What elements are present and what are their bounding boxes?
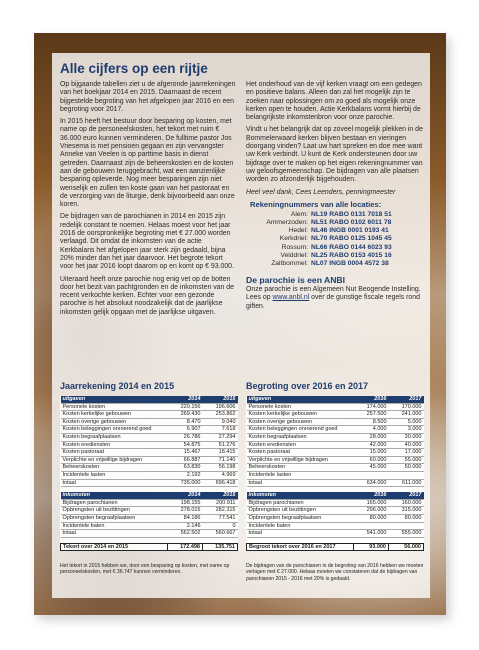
paragraph: Het onderhoud van de vijf kerken vraagt om een gedegen en positieve balans. Alleen dan zal het mogelijk zijn te zoeken naar oplossingen om zo goed als mogelijk onze kerken open te houden. Actie Kerkbalans vormt hierbij de belangrijkste inkomstenbron voor onze parochie. <box>246 81 422 122</box>
account-place: Rossum: <box>281 243 308 251</box>
table-row <box>61 507 238 515</box>
paragraph: Vindt u het belangrijk dat op zoveel mogelijk plekken in de Bommelerwaard kerken blijven bestaan en vieringen doorgang vinden? Laat uw hart spreken en doe mee want uw Kerk verbindt. U kunt de Kerk ondersteunen door uw bijdrage over te maken op het eigen rekeningnummer van uw geloofsgemeenschap. De bijdragen van alle plaatsen worden zo afzonderlijk bijgehouden. <box>246 126 423 184</box>
row-value: 315.000 <box>389 507 424 515</box>
account-place: Zaltbommel: <box>271 259 308 267</box>
row-value: 5.000 <box>389 418 424 426</box>
row-label: Opbrengsten begraafplaatsen <box>247 514 354 522</box>
account-iban: NL51 RABO 0102 6011 78 <box>311 219 392 227</box>
row-value: 135.751 <box>203 543 238 551</box>
account-row <box>246 211 424 219</box>
table-row <box>247 456 424 464</box>
row-value: 4.000 <box>354 426 389 434</box>
row-label: Kosten beleggingen onroerend goed <box>61 426 168 434</box>
signature: Heel veel dank, Cees Leenders, penningmeester <box>246 188 396 196</box>
row-value: 8.470 <box>168 418 203 426</box>
row-label: Verplichte en vrijwillige bijdragen <box>247 456 354 464</box>
row-value: 160.000 <box>389 499 424 507</box>
anbi-text-before: Onze parochie is een Algemeen Nut Beogende Instelling. Lees op <box>246 286 421 302</box>
begroting-table <box>246 396 424 551</box>
row-value: 634.000 <box>354 479 389 487</box>
right-column <box>246 81 424 315</box>
row-value: 18.415 <box>203 449 238 457</box>
row-label: Bijdragen parochianen <box>61 499 168 507</box>
row-value: 30.000 <box>389 433 424 441</box>
table-row <box>61 456 238 464</box>
row-value: 2.192 <box>168 471 203 479</box>
row-value: 77.541 <box>203 514 238 522</box>
row-label: uitgaven <box>61 396 168 403</box>
row-value: 174.000 <box>354 403 389 411</box>
table-row <box>61 471 238 479</box>
row-value: 560.667 <box>203 530 238 538</box>
row-value: 93.000 <box>354 543 389 551</box>
row-label: Kosten overige gebouwen <box>247 418 354 426</box>
total-row <box>61 530 238 538</box>
row-label: totaal <box>61 530 168 538</box>
table-row <box>247 514 424 522</box>
jaarrekening-heading: Jaarrekening 2014 en 2015 <box>60 381 175 391</box>
table-row <box>247 418 424 426</box>
table-row <box>61 426 238 434</box>
account-place: Velddriel: <box>280 251 308 259</box>
accounts-table <box>246 211 424 268</box>
account-row <box>246 227 424 235</box>
row-value: 170.000 <box>389 403 424 411</box>
table-header-row <box>61 492 238 499</box>
row-value: 84.186 <box>168 514 203 522</box>
row-value: 56.198 <box>203 464 238 472</box>
row-label: inkomsten <box>247 492 354 499</box>
account-place: Ammerzoden: <box>266 219 308 227</box>
table-row <box>247 433 424 441</box>
row-value: 198.155 <box>168 499 203 507</box>
row-label: Kosten erediensten <box>61 441 168 449</box>
row-value <box>354 471 389 479</box>
row-label: Verplichte en vrijwillige bijdragen <box>61 456 168 464</box>
row-value: 26.786 <box>168 433 203 441</box>
row-value: 253.862 <box>203 411 238 419</box>
table-row <box>247 507 424 515</box>
table-row <box>247 403 424 411</box>
row-value: 55.000 <box>389 456 424 464</box>
row-value: 60.000 <box>354 456 389 464</box>
row-value: 541.000 <box>354 530 389 538</box>
row-value: 735.000 <box>168 479 203 487</box>
row-label: totaal <box>247 530 354 538</box>
anbi-text-after: over de gunstige fiscale regels rond giften. <box>246 294 420 310</box>
account-iban: NL19 RABO 0131 7018 51 <box>311 211 392 219</box>
paragraph: Uiteraard heeft onze parochie nog enig vet op de botten door het bezit van pachtgronden en de inkomsten van de recent verkochte kerken. Echter voor een gezonde parochie is het absoluut noodzakelijk dat de jaarlijkse inkomsten gelijk opgaan met de jaarlijkse uitgaven. <box>60 275 234 316</box>
row-label: Kosten begraafplaatsen <box>247 433 354 441</box>
row-label: Opbrengsten uit bezittingen <box>247 507 354 515</box>
paragraph: De bijdragen van de parochianen in 2014 en 2015 zijn redelijk constant te noemen. Helaas moest voor het jaar 2016 de oorspronkelijke begroting met € 27.000 worden verlaagd. Dit omdat de inkomsten van de actie Kerkbalans het afgelopen jaar sterk zijn gedaald, bijna 20% minder dan het jaar daarvoor. Het begrote tekort voor het jaar 2016 loopt daarom op en komt op € 93.000. <box>60 213 234 271</box>
row-value: 27.294 <box>203 433 238 441</box>
anbi-link[interactable]: www.anbl.nl <box>272 294 310 302</box>
row-value <box>389 471 424 479</box>
row-value: 4.969 <box>203 471 238 479</box>
row-label: Kosten kerkelijke gebouwen <box>61 411 168 419</box>
row-value: 9.040 <box>203 418 238 426</box>
account-row <box>246 219 424 227</box>
row-value: 45.000 <box>354 464 389 472</box>
row-value <box>389 522 424 530</box>
row-label: Personele kosten <box>247 403 354 411</box>
row-label: Tekort over 2014 en 2015 <box>61 543 168 551</box>
row-value <box>354 522 389 530</box>
row-value: 7.618 <box>203 426 238 434</box>
table-row <box>247 499 424 507</box>
row-value: 42.000 <box>354 441 389 449</box>
row-value: 2016 <box>354 492 389 499</box>
row-value: 696.418 <box>203 479 238 487</box>
row-value: 63.830 <box>168 464 203 472</box>
account-iban: NL70 RABO 0125 1045 45 <box>311 235 392 243</box>
row-value: 196.606 <box>203 403 238 411</box>
row-value: 8.500 <box>354 418 389 426</box>
newsletter-page <box>34 33 446 615</box>
row-label: Incidentele lasten <box>247 471 354 479</box>
row-label: Begroot tekort over 2016 en 2017 <box>247 543 354 551</box>
row-value: 269.430 <box>168 411 203 419</box>
row-value: 56.000 <box>389 543 424 551</box>
row-value: 278.015 <box>168 507 203 515</box>
row-value: 562.502 <box>168 530 203 538</box>
deficit-row <box>247 543 424 551</box>
table-row <box>247 449 424 457</box>
row-value: 2014 <box>168 492 203 499</box>
row-value: 6.907 <box>168 426 203 434</box>
row-value: 3.000 <box>389 426 424 434</box>
row-value: 555.000 <box>389 530 424 538</box>
table-row <box>247 426 424 434</box>
account-row <box>246 235 424 243</box>
row-value: 2014 <box>168 396 203 403</box>
anbi-text <box>246 286 424 311</box>
row-label: Kosten kerkelijke gebouwen <box>247 411 354 419</box>
paragraph: Op bijgaande tabellen ziet u de afgeronde jaarrekeningen van het boekjaar 2014 en 2015. Daarnaast de recent bijgestelde begroting van het afgelopen jaar 2016 en een begroting voor 2017. <box>60 81 236 113</box>
row-value: 165.000 <box>354 499 389 507</box>
row-value: 2017 <box>389 492 424 499</box>
row-value: 40.000 <box>389 441 424 449</box>
row-value: 80.000 <box>354 514 389 522</box>
row-value: 200.911 <box>203 499 238 507</box>
table-row <box>247 411 424 419</box>
account-place: Alem: <box>290 211 308 219</box>
begroting-note: De bijdragen van de parochianen in de begroting van 2016 hebben we moeten verlagen met € 27.000. Helaas moeten we constateren dat de bijdragen van parochianen 2015 - 2016 met 20% is gedaald. <box>246 563 424 582</box>
row-label: Bijdragen parochianen <box>247 499 354 507</box>
row-value: 71.140 <box>203 456 238 464</box>
row-label: totaal <box>247 479 354 487</box>
row-label: totaal <box>61 479 168 487</box>
row-label: Beheerskosten <box>61 464 168 472</box>
table-row <box>247 471 424 479</box>
row-value: 0 <box>203 522 238 530</box>
row-value: 220.156 <box>168 403 203 411</box>
table-row <box>247 441 424 449</box>
account-row <box>246 252 424 260</box>
table-row <box>61 522 238 530</box>
article-title: Alle cijfers op een rijtje <box>60 61 208 76</box>
row-label: Opbrengsten begraafplaatsen <box>61 514 168 522</box>
row-value: 54.875 <box>168 441 203 449</box>
account-iban: NL46 INGB 0001 0193 41 <box>311 227 389 235</box>
anbi-heading: De parochie is een ANBI <box>246 274 346 285</box>
account-place: Hedel: <box>288 227 308 235</box>
row-value: 15.000 <box>354 449 389 457</box>
row-label: Incidentele baten <box>247 522 354 530</box>
row-value: 2016 <box>354 396 389 403</box>
row-value: 80.000 <box>389 514 424 522</box>
account-iban: NL25 RABO 0153 4015 16 <box>311 251 392 259</box>
row-value: 282.315 <box>203 507 238 515</box>
paragraph: In 2015 heeft het bestuur door besparing op kosten, met name op de personeelskosten, het tekort met ruim € 36.000 euro kunnen verminderen. De fulltime pastor Jos Vriesema is met pensioen gegaan en zijn vervangster Anneke van Veelen is op parttime basis in dienst getreden. Daarnaast zijn de beheerskosten en de kosten aan de gebouwen teruggebracht, wat een aanzienlijke besparing opleverde. Nog meer besparingen zijn niet wenselijk en zullen ten koste gaan van het pastoraat en de verzorging van de liturgie, denk bijvoorbeeld aan onze koren. <box>60 118 235 209</box>
table-header-row <box>61 396 238 403</box>
jaarrekening-note: Het tekort in 2015 hebben we, door een besparing op kosten, met name op personeelskosten, met € 36.747 kunnen verminderen. <box>60 563 230 576</box>
row-value: 50.000 <box>389 464 424 472</box>
table-header-row <box>247 396 424 403</box>
row-value: 17.000 <box>389 449 424 457</box>
row-label: Incidentele baten <box>61 522 168 530</box>
row-label: Incidentele lasten <box>61 471 168 479</box>
deficit-row <box>61 543 238 551</box>
total-row <box>247 479 424 487</box>
accounts-title: Rekeningnummers van alle locaties: <box>250 199 382 209</box>
begroting-heading: Begroting over 2016 en 2017 <box>246 381 369 391</box>
row-label: Kosten pastoraat <box>247 449 354 457</box>
row-label: Personele kosten <box>61 403 168 411</box>
row-value: 257.500 <box>354 411 389 419</box>
row-value: 172.498 <box>168 543 203 551</box>
jaarrekening-table <box>60 396 238 551</box>
table-row <box>61 441 238 449</box>
table-row <box>61 403 238 411</box>
row-label: Kosten erediensten <box>247 441 354 449</box>
row-value: 66.887 <box>168 456 203 464</box>
left-column <box>60 81 238 321</box>
row-label: inkomsten <box>61 492 168 499</box>
row-label: Kosten beleggingen onroerend goed <box>247 426 354 434</box>
row-value: 2015 <box>203 396 238 403</box>
total-row <box>247 530 424 538</box>
table-row <box>247 522 424 530</box>
row-value: 15.467 <box>168 449 203 457</box>
row-value: 2015 <box>203 492 238 499</box>
table-header-row <box>247 492 424 499</box>
account-place: Kerkdriel: <box>279 235 308 243</box>
row-value: 296.000 <box>354 507 389 515</box>
row-label: uitgaven <box>247 396 354 403</box>
table-row <box>61 411 238 419</box>
table-row <box>61 433 238 441</box>
row-value: 611.000 <box>389 479 424 487</box>
row-value: 241.000 <box>389 411 424 419</box>
begroting-table-wrap <box>246 396 424 551</box>
table-row <box>61 514 238 522</box>
row-value: 2017 <box>389 396 424 403</box>
row-label: Beheerskosten <box>247 464 354 472</box>
table-row <box>61 449 238 457</box>
account-row <box>246 244 424 252</box>
total-row <box>61 479 238 487</box>
jaarrekening-table-wrap <box>60 396 238 551</box>
table-row <box>61 499 238 507</box>
row-label: Opbrengsten uit bezittingen <box>61 507 168 515</box>
row-value: 2.146 <box>168 522 203 530</box>
account-iban: NL66 RABO 0144 6023 93 <box>311 243 392 251</box>
account-row <box>246 260 424 268</box>
account-iban: NL07 INGB 0004 4572 38 <box>311 259 389 267</box>
table-row <box>247 464 424 472</box>
row-label: Kosten pastoraat <box>61 449 168 457</box>
row-label: Kosten overige gebouwen <box>61 418 168 426</box>
row-value: 51.276 <box>203 441 238 449</box>
table-row <box>61 418 238 426</box>
row-label: Kosten begraafplaatsen <box>61 433 168 441</box>
table-row <box>61 464 238 472</box>
row-value: 28.000 <box>354 433 389 441</box>
